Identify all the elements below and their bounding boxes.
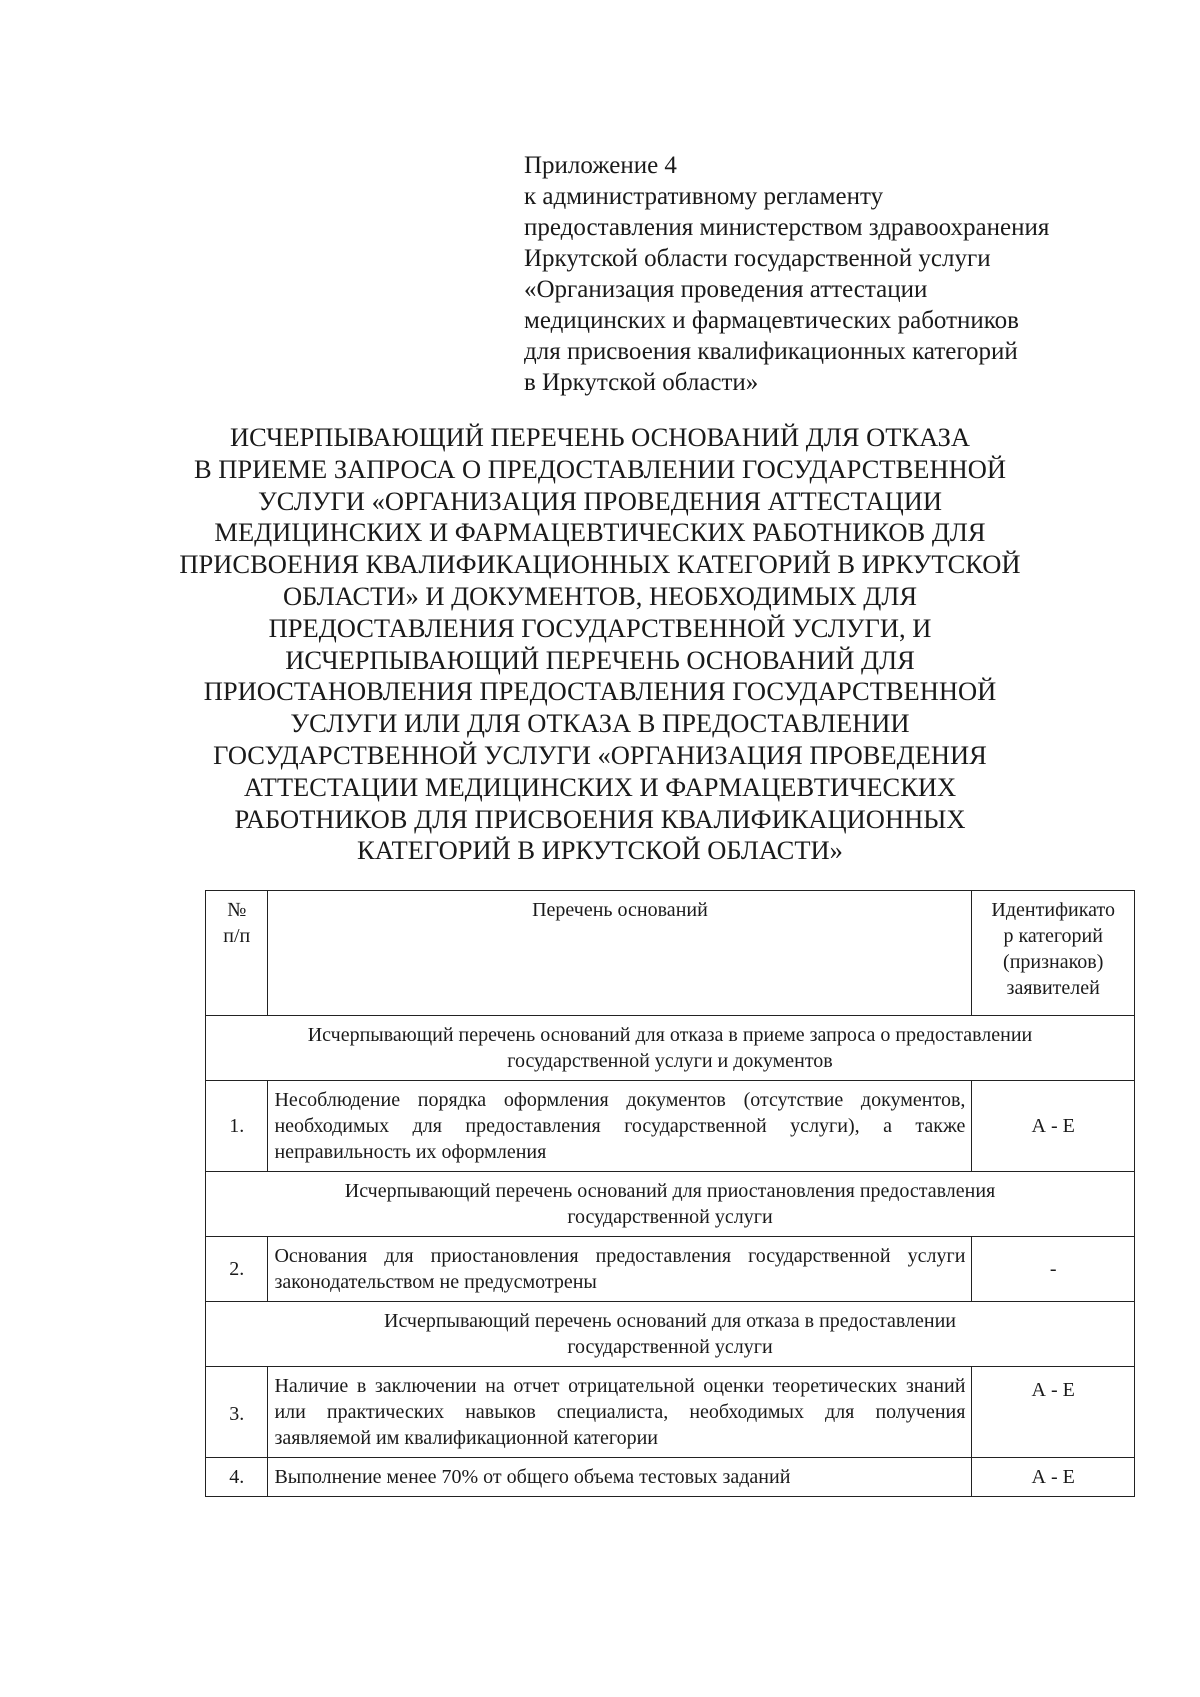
title-line: РАБОТНИКОВ ДЛЯ ПРИСВОЕНИЯ КВАЛИФИКАЦИОННЫХ	[234, 803, 966, 834]
title-line: АТТЕСТАЦИИ МЕДИЦИНСКИХ И ФАРМАЦЕВТИЧЕСКИХ	[243, 771, 957, 802]
annex-line: предоставления министерством здравоохранения	[524, 214, 1050, 241]
title-line: ПРИОСТАНОВЛЕНИЯ ПРЕДОСТАВЛЕНИЯ ГОСУДАРСТВЕННОЙ	[203, 676, 997, 707]
row-number: 1.	[206, 1081, 268, 1172]
section-row-refusal-provision	[206, 1302, 1135, 1367]
table-header-row	[206, 891, 1135, 1016]
section-heading-line: государственной услуги	[567, 1336, 773, 1358]
row-identifier: А - Е	[972, 1458, 1135, 1497]
row-number: 3.	[206, 1367, 268, 1458]
header-identifier-line: р категорий	[1003, 925, 1103, 947]
header-number-line: п/п	[223, 925, 251, 947]
row-identifier: А - Е	[972, 1367, 1135, 1458]
row-number: 2.	[206, 1237, 268, 1302]
title-line: КАТЕГОРИЙ В ИРКУТСКОЙ ОБЛАСТИ»	[357, 835, 843, 866]
section-heading-line: Исчерпывающий перечень оснований для отказа в приеме запроса о предоставлении	[307, 1024, 1033, 1046]
title-line: В ПРИЕМЕ ЗАПРОСА О ПРЕДОСТАВЛЕНИИ ГОСУДАРСТВЕННОЙ	[193, 453, 1007, 484]
header-reasons: Перечень оснований	[268, 891, 972, 1016]
annex-header	[524, 150, 1144, 398]
annex-line: «Организация проведения аттестации	[524, 276, 928, 303]
section-heading-line: Исчерпывающий перечень оснований для отказа в предоставлении	[384, 1310, 956, 1332]
header-identifier-line: заявителей	[1006, 977, 1100, 999]
section-heading-line: государственной услуги и документов	[507, 1050, 833, 1072]
table-row	[206, 1081, 1135, 1172]
row-reason: Выполнение менее 70% от общего объема тестовых заданий	[268, 1458, 972, 1497]
title-line: УСЛУГИ «ОРГАНИЗАЦИЯ ПРОВЕДЕНИЯ АТТЕСТАЦИИ	[257, 485, 943, 516]
title-line: ПРИСВОЕНИЯ КВАЛИФИКАЦИОННЫХ КАТЕГОРИЙ В ИРКУТСКОЙ	[179, 549, 1021, 580]
header-number	[206, 891, 268, 1016]
section-heading-line: государственной услуги	[567, 1206, 773, 1228]
title-line: УСЛУГИ ИЛИ ДЛЯ ОТКАЗА В ПРЕДОСТАВЛЕНИИ	[290, 708, 910, 739]
annex-line: для присвоения квалификационных категорий	[524, 338, 1018, 365]
table-row	[206, 1367, 1135, 1458]
title-line: ОБЛАСТИ» И ДОКУМЕНТОВ, НЕОБХОДИМЫХ ДЛЯ	[282, 580, 918, 611]
header-identifier-line: (признаков)	[1003, 951, 1104, 973]
table-row	[206, 1237, 1135, 1302]
title-line: ГОСУДАРСТВЕННОЙ УСЛУГИ «ОРГАНИЗАЦИЯ ПРОВЕДЕНИЯ	[213, 739, 987, 770]
annex-line: Иркутской области государственной услуги	[524, 245, 991, 272]
section-heading-line: Исчерпывающий перечень оснований для приостановления предоставления	[344, 1180, 996, 1202]
annex-line: Приложение 4	[524, 152, 677, 179]
section-heading	[206, 1016, 1135, 1081]
row-identifier: А - Е	[972, 1081, 1135, 1172]
title-line: ИСЧЕРПЫВАЮЩИЙ ПЕРЕЧЕНЬ ОСНОВАНИЙ ДЛЯ	[285, 644, 915, 675]
table-row	[206, 1458, 1135, 1497]
section-heading	[206, 1302, 1135, 1367]
header-identifier	[972, 891, 1135, 1016]
row-reason: Наличие в заключении на отчет отрицательной оценки теоретических знаний или практических навыков специалиста, необходимых для получения заявляемой им квалификационной категории	[268, 1367, 972, 1458]
title-line: МЕДИЦИНСКИХ И ФАРМАЦЕВТИЧЕСКИХ РАБОТНИКОВ ДЛЯ	[214, 517, 986, 548]
document-title	[150, 422, 1050, 867]
annex-line: медицинских и фармацевтических работников	[524, 307, 1019, 334]
title-line: ПРЕДОСТАВЛЕНИЯ ГОСУДАРСТВЕННОЙ УСЛУГИ, И	[268, 612, 932, 643]
header-number-line: №	[227, 899, 247, 921]
header-identifier-line: Идентификато	[991, 899, 1115, 921]
title-line: ИСЧЕРПЫВАЮЩИЙ ПЕРЕЧЕНЬ ОСНОВАНИЙ ДЛЯ ОТКАЗА	[229, 422, 971, 452]
section-row-refusal-acceptance	[206, 1016, 1135, 1081]
grounds-table	[205, 890, 1135, 1497]
annex-line: в Иркутской области»	[524, 369, 759, 396]
row-identifier: -	[972, 1237, 1135, 1302]
row-reason: Несоблюдение порядка оформления документов (отсутствие документов, необходимых для предоставления государственной услуги), а также неправильность их оформления	[268, 1081, 972, 1172]
row-number: 4.	[206, 1458, 268, 1497]
section-row-suspension	[206, 1172, 1135, 1237]
section-heading	[206, 1172, 1135, 1237]
row-reason: Основания для приостановления предоставления государственной услуги законодательством не предусмотрены	[268, 1237, 972, 1302]
annex-line: к административному регламенту	[524, 183, 884, 210]
